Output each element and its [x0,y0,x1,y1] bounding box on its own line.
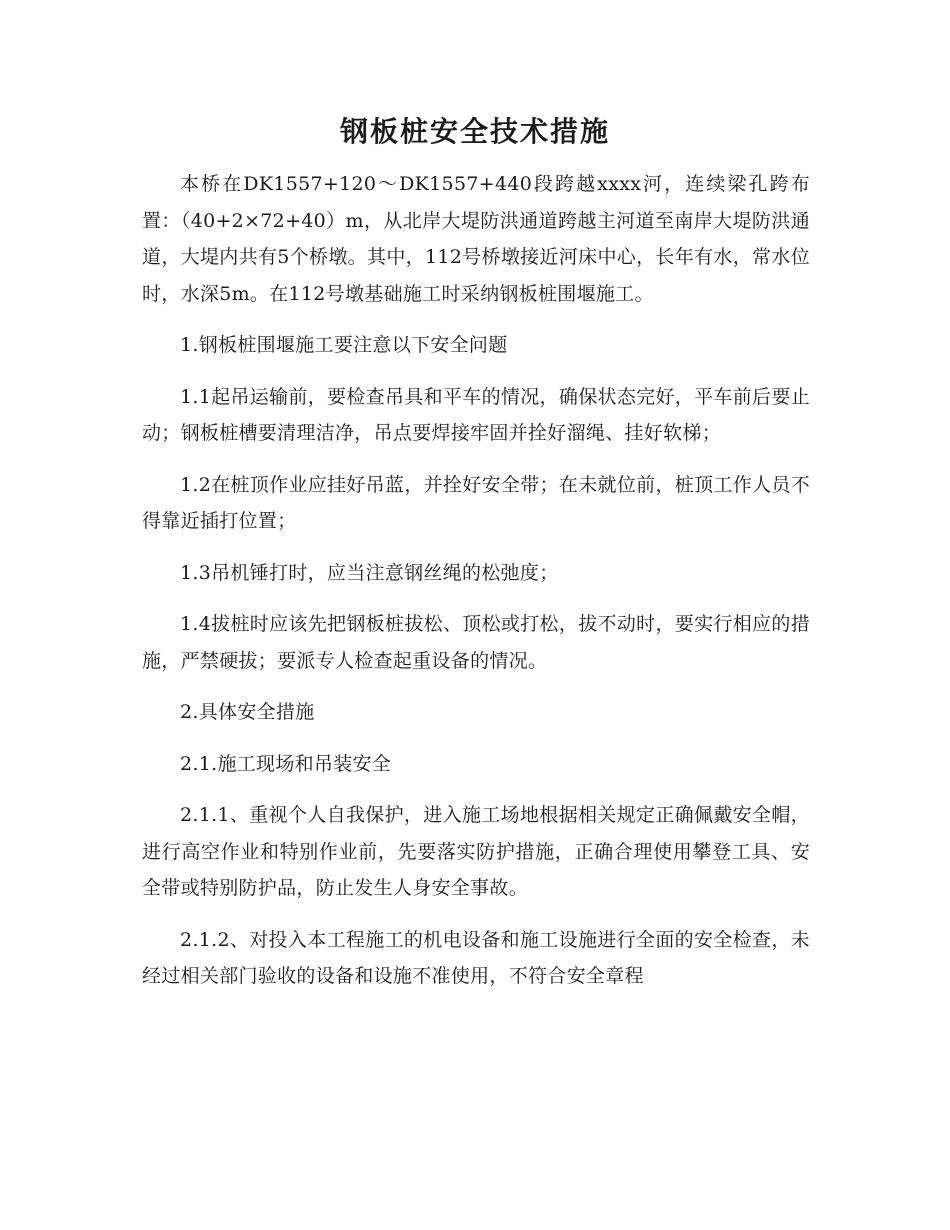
section-heading-2: 2.具体安全措施 [180,701,315,723]
paragraph-2-1-2: 2.1.2、对投入本工程施工的机电设备和施工设施进行全面的安全检查，未经过相关部门验收的设备和设施不准使用，不符合安全章程 [142,928,810,987]
paragraph-1-1: 1.1起吊运输前，要检查吊具和平车的情况，确保状态完好，平车前后要止动；钢板桩槽要清理洁净，吊点要焊接牢固并拴好溜绳、挂好软梯； [142,385,810,444]
section-heading-1: 1.钢板桩围堰施工要注意以下安全问题 [180,334,508,356]
paragraph-1-3: 1.3吊机锤打时，应当注意钢丝绳的松弛度； [180,561,559,584]
document-title: 钢板桩安全技术措施 [339,115,610,148]
subsection-heading-2-1: 2.1.施工现场和吊装安全 [180,752,392,775]
paragraph-1-4: 1.4拔桩时应该先把钢板桩拔松、顶松或打松，拔不动时，要实行相应的措施，严禁硬拔；要派专人检查起重设备的情况。 [142,613,810,672]
document-body [142,166,810,995]
paragraph-intro: 本桥在DK1557+120～DK1557+440段跨越xxxx河，连续梁孔跨布置：（40+2×72+40）m，从北岸大堤防洪通道跨越主河道至南岸大堤防洪通道，大堤内共有5个桥墩。其中，112号桥墩接近河床中心，长年有水，常水位时，水深5m。在112号墩基础施工时采纳钢板桩围堰施工。 [142,173,810,305]
paragraph-2-1-1: 2.1.1、重视个人自我保护，进入施工场地根据相关规定正确佩戴安全帽，进行高空作业和特别作业前，先要落实防护措施，正确合理使用攀登工具、安全带或特别防护品，防止发生人身安全事故。 [142,804,810,899]
paragraph-1-2: 1.2在桩顶作业应挂好吊蓝，并拴好安全带；在未就位前，桩顶工作人员不得靠近插打位置； [142,473,810,532]
